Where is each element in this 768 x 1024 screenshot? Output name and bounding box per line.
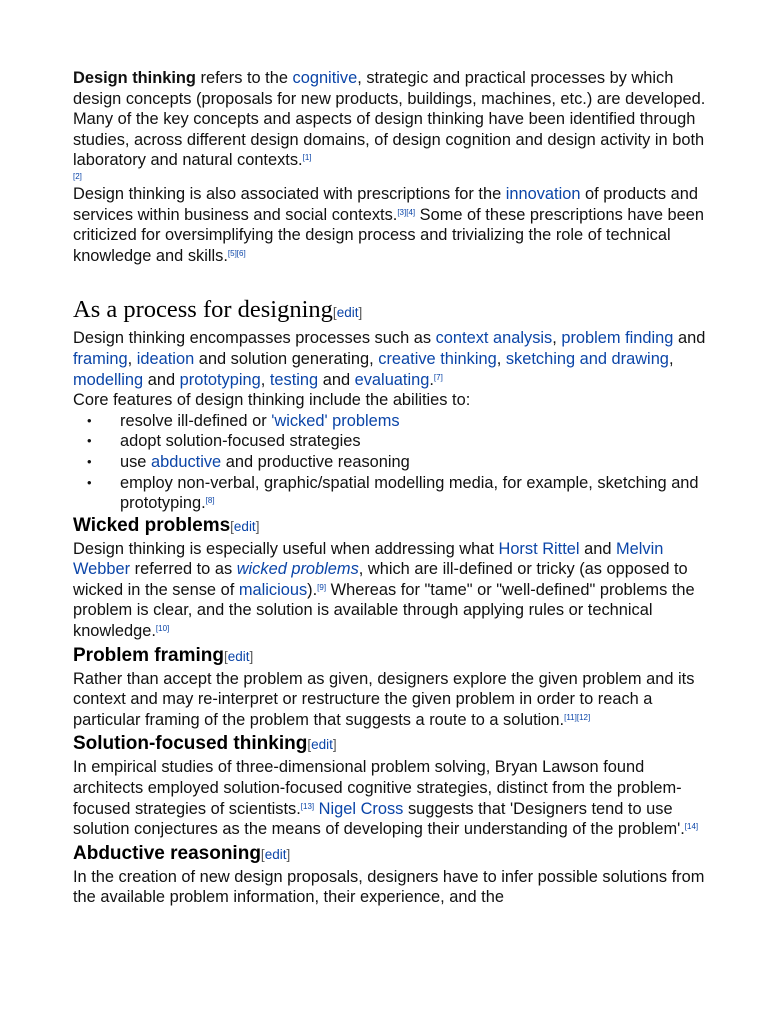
text: suggests that 'Designers tend to use solution conjectures as the means of developing their understanding of the problem'. xyxy=(73,799,685,839)
bracket: [ xyxy=(223,648,228,664)
ref-10[interactable]: [10] xyxy=(155,624,170,634)
text: , which are ill-defined or tricky (as opposed to wicked in the sense of xyxy=(73,560,688,599)
heading-wicked-problems xyxy=(73,514,713,539)
bullet-icon: • xyxy=(87,433,92,449)
heading-text: As a process for designing xyxy=(73,296,333,324)
text: Design thinking is especially useful when addressing what xyxy=(73,539,499,558)
link-testing[interactable]: testing xyxy=(269,370,319,389)
bracket: ] xyxy=(249,648,254,664)
term-design-thinking: Design thinking xyxy=(73,69,196,87)
process-paragraph-2: Core features of design thinking include the abilities to: xyxy=(73,391,471,410)
article-body xyxy=(73,68,713,908)
link-problem-finding[interactable]: problem finding xyxy=(561,329,674,348)
bullet-icon: • xyxy=(87,412,92,428)
bullet-icon: • xyxy=(87,453,92,469)
ref-5-6[interactable]: [5][6] xyxy=(227,248,246,258)
edit-section-link xyxy=(307,737,336,752)
link-context-analysis[interactable]: context analysis xyxy=(435,329,553,348)
link-wicked-problems[interactable]: 'wicked' problems xyxy=(271,411,400,430)
text: , strategic and practical processes by which design concepts (proposals for new products, buildings, machines, etc.) are developed. Many of the key concepts and aspects of design thinking have been identified through studies, across different design domains, of design cognition and design activity in both laboratory and natural contexts. xyxy=(73,69,706,170)
bullet-icon: • xyxy=(87,474,92,490)
intro-paragraph-1 xyxy=(73,68,713,171)
list-item xyxy=(73,411,713,432)
text: of products and services within business and social contexts. xyxy=(73,184,699,224)
list-item xyxy=(73,473,713,514)
heading-problem-framing xyxy=(73,644,713,669)
heading-text: Problem framing xyxy=(73,644,224,666)
link-sketching-and-drawing[interactable]: sketching and drawing xyxy=(505,349,669,368)
link-nigel-cross[interactable]: Nigel Cross xyxy=(318,799,404,818)
framing-paragraph xyxy=(73,669,713,731)
edit-section-link xyxy=(224,649,253,664)
ref-3-4[interactable]: [3][4] xyxy=(397,207,416,217)
heading-abductive-reasoning xyxy=(73,842,713,867)
link-malicious[interactable]: malicious xyxy=(238,580,308,599)
edit-link-abductive[interactable]: edit xyxy=(264,846,287,862)
text: and xyxy=(143,370,180,389)
text: and xyxy=(673,329,706,348)
link-evaluating[interactable]: evaluating xyxy=(354,370,430,389)
link-innovation[interactable]: innovation xyxy=(505,184,581,203)
link-prototyping[interactable]: prototyping xyxy=(179,370,261,389)
text: wicked problems xyxy=(236,560,359,579)
edit-section-link xyxy=(261,847,290,862)
bracket: ] xyxy=(358,305,363,321)
text: and solution generating, xyxy=(194,349,379,368)
ref-11-12[interactable]: [11][12] xyxy=(564,712,591,722)
link-wicked-problems-italic[interactable] xyxy=(237,560,359,578)
ref-7[interactable]: [7] xyxy=(433,372,443,382)
text: use xyxy=(120,452,151,471)
text: , xyxy=(260,370,270,389)
link-framing[interactable]: framing xyxy=(73,349,128,368)
link-creative-thinking[interactable]: creative thinking xyxy=(378,349,497,368)
edit-link-solution[interactable]: edit xyxy=(311,737,333,753)
text: refers to the xyxy=(195,69,293,87)
ref-13[interactable]: [13] xyxy=(300,801,315,811)
link-abductive[interactable]: abductive xyxy=(150,452,222,471)
text: In empirical studies of three-dimensional problem solving, Bryan Lawson found architects employed solution-focused cognitive strategies, distinct from the problem-focused strategies of scientists. xyxy=(73,758,682,818)
link-ideation[interactable]: ideation xyxy=(136,349,195,368)
list-item xyxy=(73,431,713,452)
solution-paragraph xyxy=(73,757,713,839)
ref-2[interactable]: [2] xyxy=(73,171,82,181)
text: Design thinking encompasses processes such as xyxy=(73,329,436,348)
bracket: [ xyxy=(332,305,337,321)
text: . xyxy=(429,370,434,389)
bracket: [ xyxy=(307,737,312,753)
bracket: ] xyxy=(286,846,291,862)
bracket: [ xyxy=(230,518,234,534)
text: resolve ill-defined or xyxy=(120,411,272,430)
edit-link-framing[interactable]: edit xyxy=(227,648,250,664)
link-modelling[interactable]: modelling xyxy=(73,370,144,389)
edit-section-link xyxy=(333,305,362,320)
heading-text: Abductive reasoning xyxy=(73,842,261,864)
text: Design thinking is also associated with prescriptions for the xyxy=(73,184,506,203)
heading-process xyxy=(73,295,713,328)
abductive-paragraph: In the creation of new design proposals, designers have to infer possible solutions from the available problem information, their experience, and the xyxy=(73,867,705,907)
bracket: [ xyxy=(260,846,265,862)
ref-1[interactable]: [1] xyxy=(302,153,312,163)
bracket: ] xyxy=(255,518,260,534)
link-horst-rittel[interactable]: Horst Rittel xyxy=(498,539,580,558)
edit-link-process[interactable]: edit xyxy=(336,305,359,321)
text: Whereas for "tame" or "well-defined" problems the problem is clear, and the solution is available through applying rules or technical knowledge. xyxy=(73,580,695,641)
edit-section-link xyxy=(230,519,259,534)
text: adopt solution-focused strategies xyxy=(120,432,361,451)
ref-14[interactable]: [14] xyxy=(684,822,699,832)
bracket: ] xyxy=(332,737,337,753)
text: , xyxy=(668,349,674,368)
text: , xyxy=(127,349,137,368)
text: , xyxy=(552,329,562,348)
wicked-paragraph xyxy=(73,539,713,642)
text: Some of these prescriptions have been criticized for oversimplifying the design process and trivializing the role of technical knowledge and skills. xyxy=(73,205,704,265)
heading-text: Solution-focused thinking xyxy=(73,733,308,755)
text: ). xyxy=(307,580,318,599)
intro-paragraph-2 xyxy=(73,184,713,266)
ref-9[interactable]: [9] xyxy=(317,582,327,592)
core-features-list xyxy=(73,411,713,514)
text: referred to as xyxy=(130,560,237,579)
link-cognitive[interactable]: cognitive xyxy=(292,69,358,87)
text: employ non-verbal, graphic/spatial modelling media, for example, sketching and prototyping. xyxy=(120,473,699,513)
ref-8[interactable]: [8] xyxy=(205,496,215,506)
heading-text: Wicked problems xyxy=(73,514,231,536)
text: and xyxy=(318,370,355,389)
text: , xyxy=(496,349,506,368)
text: Rather than accept the problem as given, designers explore the given problem and its context and may re-interpret or restructure the given problem in order to reach a particular framing of the problem that suggests a route to a solution. xyxy=(73,669,695,729)
text: and productive reasoning xyxy=(221,452,410,471)
list-item xyxy=(73,452,713,473)
process-paragraph-1 xyxy=(73,328,713,390)
heading-solution-focused xyxy=(73,732,713,757)
edit-link-wicked[interactable]: edit xyxy=(233,518,256,534)
text: and xyxy=(579,539,617,558)
link-melvin-webber[interactable]: Melvin Webber xyxy=(73,539,664,579)
